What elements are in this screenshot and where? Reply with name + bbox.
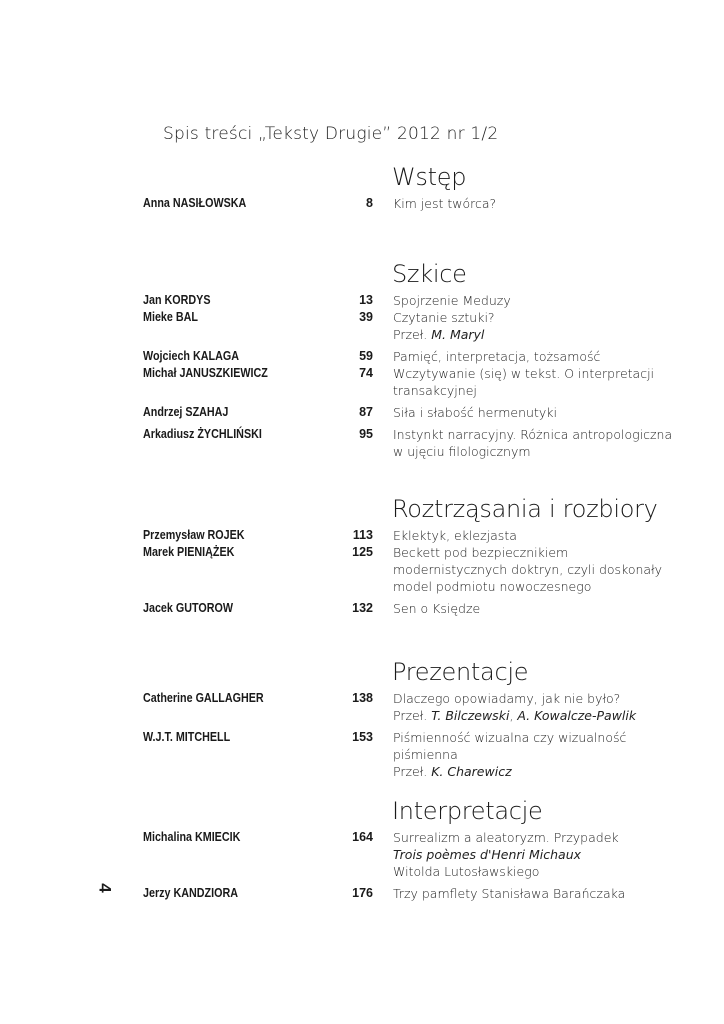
entry-title xyxy=(393,601,480,616)
entry-title-italic: A. Kowalcze-Pawlik xyxy=(517,708,637,723)
entry-author: Wojciech KALAGA xyxy=(143,349,239,363)
entry-title-text: Dlaczego opowiadamy, jak nie było? xyxy=(393,691,621,706)
entry-title-text: Przeł. xyxy=(393,764,432,779)
entry-author: Arkadiusz ŻYCHLIŃSKI xyxy=(143,427,262,441)
entry-title xyxy=(393,747,458,762)
entry-page-number: 125 xyxy=(352,545,373,559)
entry-title-text: Spojrzenie Meduzy xyxy=(393,293,511,308)
entry-title-text: modernistycznych doktryn, czyli doskonały xyxy=(393,562,663,577)
section-entries xyxy=(0,691,724,781)
section-entries xyxy=(0,196,724,213)
entry-title xyxy=(393,691,620,706)
entry-title-text: Przeł. xyxy=(393,327,432,342)
entry-title-text: piśmienna xyxy=(393,747,458,762)
entry-title xyxy=(393,708,636,723)
section-title: Szkice xyxy=(392,260,467,288)
entry-title-text: Wczytywanie (się) w tekst. O interpretacji xyxy=(393,366,655,381)
entry-page-number: 176 xyxy=(352,886,373,900)
toc-entry xyxy=(0,545,724,562)
toc-entry xyxy=(0,847,724,864)
entry-page-number: 87 xyxy=(359,405,373,419)
toc-entry xyxy=(0,444,724,461)
section-title: Prezentacje xyxy=(392,658,529,686)
entry-title xyxy=(393,730,626,745)
entry-title-text: , xyxy=(509,708,518,723)
entry-author: Jan KORDYS xyxy=(143,293,211,307)
entry-author: W.J.T. MITCHELL xyxy=(143,730,231,744)
toc-entry xyxy=(0,405,724,422)
entry-title-text: Pamięć, interpretacja, tożsamość xyxy=(393,349,601,364)
entry-title xyxy=(393,310,495,325)
entry-title-text: Kim jest twórca? xyxy=(393,196,497,211)
entry-title-italic: M. Maryl xyxy=(431,327,485,342)
entry-page-number: 74 xyxy=(359,366,373,380)
entry-page-number: 138 xyxy=(352,691,373,705)
entry-title xyxy=(393,847,581,862)
entry-page-number: 13 xyxy=(359,293,373,307)
entry-title-text: Eklektyk, eklezjasta xyxy=(393,528,517,543)
entry-title-text: Czytanie sztuki? xyxy=(393,310,495,325)
entry-title-text: Beckett pod bezpiecznikiem xyxy=(393,545,569,560)
entry-author: Jacek GUTOROW xyxy=(143,601,234,615)
entry-title-text: model podmiotu nowoczesnego xyxy=(393,579,592,594)
entry-author: Michalina KMIECIK xyxy=(143,830,241,844)
entry-title-text: w ujęciu filologicznym xyxy=(393,444,531,459)
toc-entry xyxy=(0,528,724,545)
entry-author: Anna NASIŁOWSKA xyxy=(143,196,247,210)
entry-author: Michał JANUSZKIEWICZ xyxy=(143,366,268,380)
entry-author: Catherine GALLAGHER xyxy=(143,691,264,705)
entry-page-number: 8 xyxy=(366,196,373,210)
toc-entry xyxy=(0,830,724,847)
entry-page-number: 39 xyxy=(359,310,373,324)
entry-title xyxy=(393,528,517,543)
toc-entry xyxy=(0,366,724,383)
page-header: Spis treści „Teksty Drugie” 2012 nr 1/2 xyxy=(163,124,499,144)
entry-title-text: Sen o Księdze xyxy=(393,601,481,616)
entry-author: Jerzy KANDZIORA xyxy=(143,886,238,900)
toc-entry xyxy=(0,764,724,781)
entry-title-italic: T. Bilczewski xyxy=(431,708,510,723)
toc-entry xyxy=(0,349,724,366)
entry-title xyxy=(393,886,625,901)
entry-title xyxy=(393,383,477,398)
entry-author: Mieke BAL xyxy=(143,310,198,324)
entry-title-text: Siła i słabość hermenutyki xyxy=(393,405,557,420)
toc-entry xyxy=(0,708,724,725)
entry-title xyxy=(393,196,496,211)
toc-entry xyxy=(0,864,724,881)
entry-title xyxy=(393,562,662,577)
toc-entry xyxy=(0,293,724,310)
entry-title-text: Instynkt narracyjny. Różnica antropologiczna xyxy=(393,427,673,442)
entry-title xyxy=(393,545,568,560)
section-title: Wstęp xyxy=(392,163,467,191)
entry-title-text: Przeł. xyxy=(393,708,432,723)
toc-entry xyxy=(0,327,724,344)
entry-title xyxy=(393,327,484,342)
entry-title xyxy=(393,444,531,459)
section-title: Interpretacje xyxy=(392,797,543,825)
entry-title xyxy=(393,764,512,779)
entry-title xyxy=(393,864,539,879)
toc-entry xyxy=(0,383,724,400)
entry-page-number: 153 xyxy=(352,730,373,744)
entry-title-italic: K. Charewicz xyxy=(431,764,512,779)
toc-entry xyxy=(0,310,724,327)
entry-title xyxy=(393,366,654,381)
section-entries xyxy=(0,528,724,618)
entry-title xyxy=(393,293,511,308)
toc-entry xyxy=(0,691,724,708)
toc-entry xyxy=(0,427,724,444)
entry-author: Marek PIENIĄŻEK xyxy=(143,545,235,559)
entry-title xyxy=(393,405,557,420)
entry-title xyxy=(393,349,600,364)
toc-entry xyxy=(0,747,724,764)
entry-title xyxy=(393,579,591,594)
entry-page-number: 59 xyxy=(359,349,373,363)
entry-title-text: Piśmienność wizualna czy wizualność xyxy=(393,730,627,745)
entry-title xyxy=(393,830,619,845)
section-entries xyxy=(0,293,724,461)
toc-entry xyxy=(0,562,724,579)
entry-title-text: Witolda Lutosławskiego xyxy=(393,864,540,879)
toc-entry xyxy=(0,601,724,618)
entry-author: Andrzej SZAHAJ xyxy=(143,405,229,419)
entry-page-number: 113 xyxy=(352,528,373,542)
entry-title-text: Surrealizm a aleatoryzm. Przypadek xyxy=(393,830,619,845)
entry-page-number: 164 xyxy=(352,830,373,844)
entry-title xyxy=(393,427,672,442)
entry-title-text: transakcyjnej xyxy=(393,383,477,398)
page-number: 4 xyxy=(95,883,115,893)
section-title: Roztrząsania i rozbiory xyxy=(392,495,658,523)
entry-author: Przemysław ROJEK xyxy=(143,528,245,542)
entry-page-number: 132 xyxy=(352,601,373,615)
toc-entry xyxy=(0,730,724,747)
toc-entry xyxy=(0,579,724,596)
entry-title-italic: Trois poèmes d'Henri Michaux xyxy=(393,847,582,862)
entry-page-number: 95 xyxy=(359,427,373,441)
toc-entry xyxy=(0,196,724,213)
entry-title-text: Trzy pamflety Stanisława Barańczaka xyxy=(393,886,626,901)
